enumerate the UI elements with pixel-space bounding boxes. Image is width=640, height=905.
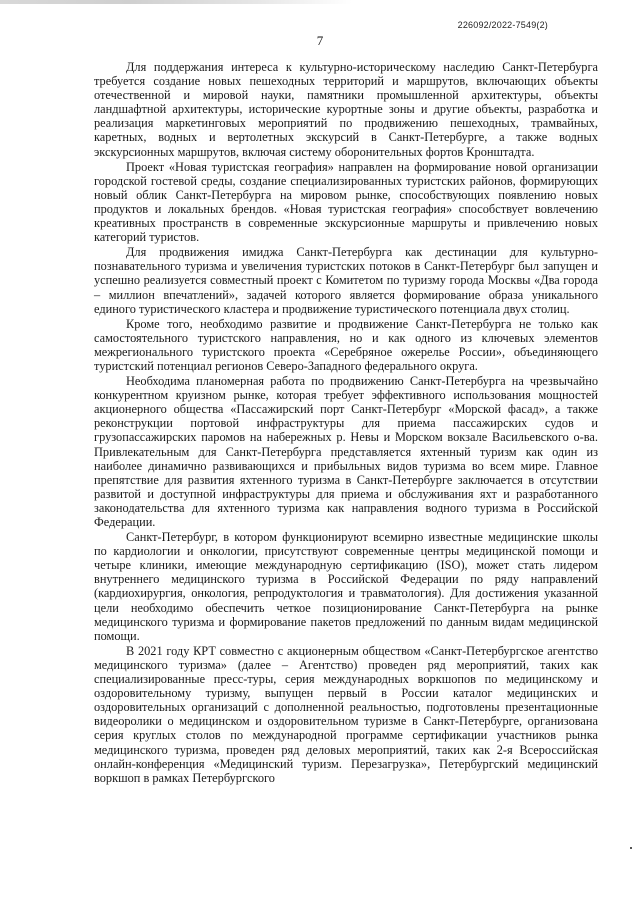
paragraph: Проект «Новая туристская география» направлен на формирование новой организации городской гостевой среды, создание специализированных туристских районов, формирующих новый облик Санкт-Петербурга на мировом рынке, способствующих появлению новых продуктов и локальных брендов. «Новая туристская география» способствует вовлечению креативных пространств в современные экскурсионные маршруты и привлечению новых категорий туристов.	[94, 159, 598, 245]
document-body	[94, 60, 598, 785]
document-registration-number: 226092/2022-7549(2)	[457, 20, 548, 30]
paragraph: Кроме того, необходимо развитие и продвижение Санкт-Петербурга не только как самостоятельного туристского направления, но и как одного из ключевых элементов межрегионального туристского проекта «Серебряное ожерелье России», объединяющего туристский потенциал регионов Северо-Западного федерального округа.	[94, 316, 598, 373]
paragraph: Для продвижения имиджа Санкт-Петербурга как дестинации для культурно-познавательного туризма и увеличения туристских потоков в Санкт-Петербург был запущен и успешно реализуется совместный проект с Комитетом по туризму города Москвы «Два города – миллион впечатлений», задачей которого является формирование образа уникального единого туристического кластера и продвижение туристического потенциала двух столиц.	[94, 245, 598, 316]
scan-edge-mark	[0, 0, 640, 4]
scan-speck	[630, 847, 632, 849]
paragraph: В 2021 году КРТ совместно с акционерным обществом «Санкт-Петербургское агентство медицинского туризма» (далее – Агентство) проведен ряд мероприятий, таких как специализированные пресс-туры, серия международных воркшопов по медицинскому и оздоровительному туризму, выпущен первый в России каталог медицинских и оздоровительных организаций с дополненной реальностью, подготовлены презентационные видеоролики о медицинском и оздоровительном туризме в Санкт-Петербурге, организована серия круглых столов по международной программе сертификации участников рынка медицинского туризма, проведен ряд деловых мероприятий, таких как 2-я Всероссийская онлайн-конференция «Медицинский туризм. Перезагрузка», Петербургский медицинский воркшоп в рамках Петербургского	[94, 643, 598, 785]
paragraph: Санкт-Петербург, в котором функционируют всемирно известные медицинские школы по кардиологии и онкологии, присутствуют современные центры медицинской помощи и четыре клиники, имеющие международную сертификацию (ISO), может стать лидером внутреннего медицинского туризма в Российской Федерации по ряду направлений (кардиохирургия, онкология, репродуктология и травматология). Для достижения указанной цели необходимо обеспечить четкое позиционирование Санкт-Петербурга на рынке медицинского туризма и формирование пакетов предложений по данным видам медицинской помощи.	[94, 530, 598, 643]
page-number: 7	[316, 33, 324, 48]
paragraph: Для поддержания интереса к культурно-историческому наследию Санкт-Петербурга требуется создание новых пешеходных территорий и маршрутов, включающих объекты отечественной и мировой науки, памятники промышленной архитектуры, объекты ландшафтной архитектуры, исторические курортные зоны и другие объекты, разработка и реализация маркетинговых мероприятий по продвижению пешеходных, трамвайных, каретных, водных и вертолетных экскурсий в Санкт-Петербурге, а также водных экскурсионных маршрутов, включая систему оборонительных фортов Кронштадта.	[94, 60, 598, 159]
paragraph: Необходима планомерная работа по продвижению Санкт-Петербурга на чрезвычайно конкурентном круизном рынке, которая требует эффективного использования мощностей акционерного общества «Пассажирский порт Санкт-Петербург «Морской фасад», а также реконструкции портовой инфраструктуры для приема пассажирских судов и грузопассажирских паромов на набережных р. Невы и Морском вокзале Васильевского о-ва. Привлекательным для Санкт-Петербурга представляется яхтенный туризм как один из наиболее динамично развивающихся и прибыльных видов туризма во всем мире. Главное препятствие для развития яхтенного туризма в Санкт-Петербурге заключается в отсутствии развитой и доступной инфраструктуры для приема и обслуживания яхт и разработанного законодательства для яхтенного туризма как направления водного туризма в Российской Федерации.	[94, 374, 598, 529]
